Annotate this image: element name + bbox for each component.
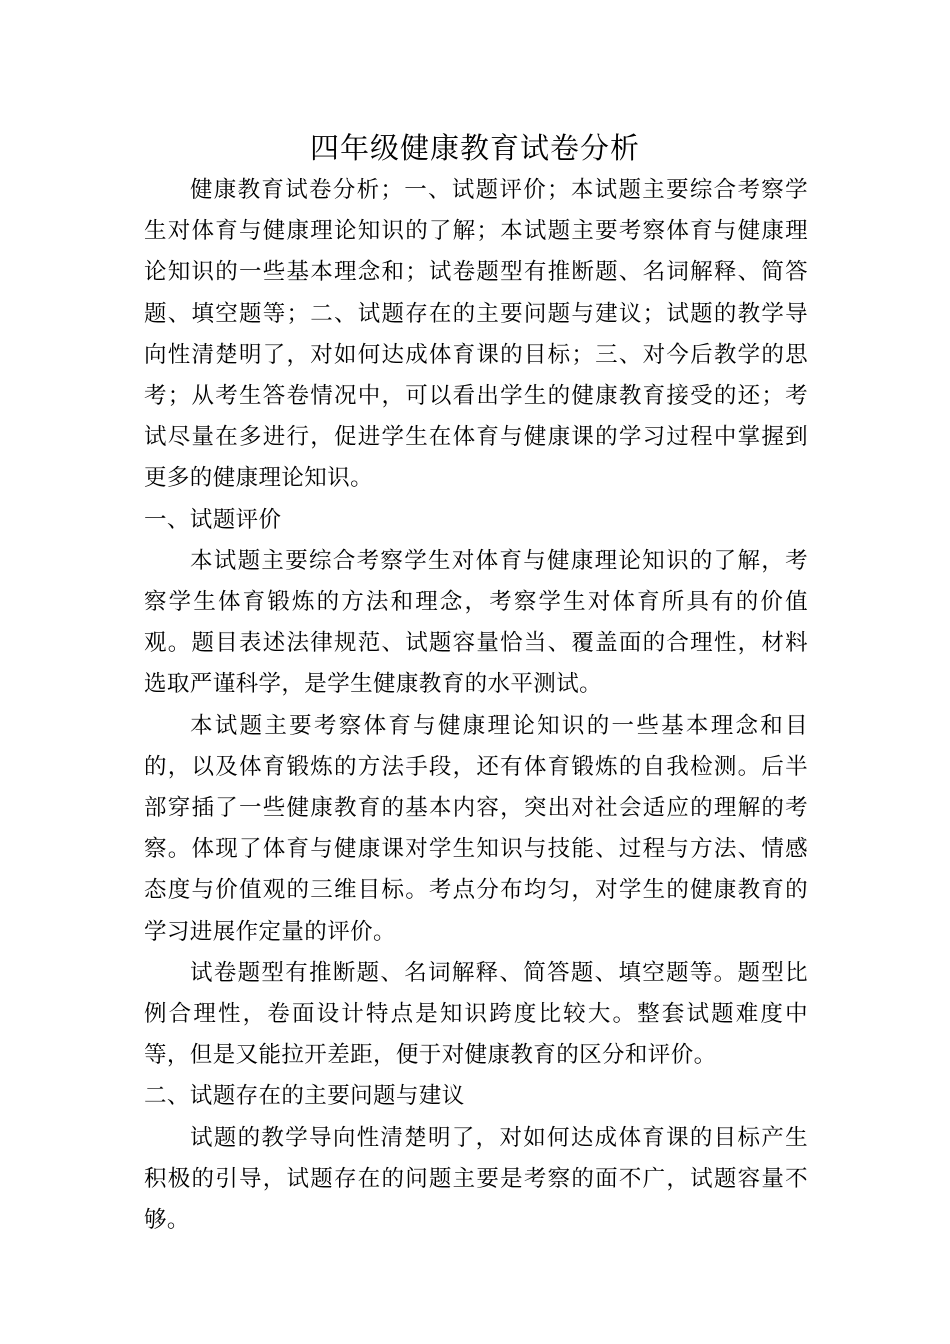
problems-paragraph-1: 试题的教学导向性清楚明了，对如何达成体育课的目标产生积极的引导，试题存在的问题主要是考察的面不广，试题容量不够。 — [144, 1124, 808, 1234]
section-heading-problems: 二、试题存在的主要问题与建议 — [144, 1083, 465, 1110]
evaluation-paragraph-3: 试卷题型有推断题、名词解释、简答题、填空题等。题型比例合理性，卷面设计特点是知识跨度比较大。整套试题难度中等，但是又能拉开差距，便于对健康教育的区分和评价。 — [144, 959, 808, 1069]
document-title: 四年级健康教育试卷分析 — [309, 131, 640, 165]
evaluation-paragraph-2: 本试题主要考察体育与健康理论知识的一些基本理念和目的，以及体育锻炼的方法手段，还有体育锻炼的自我检测。后半部穿插了一些健康教育的基本内容，突出对社会适应的理解的考察。体现了体育与健康课对学生知识与技能、过程与方法、情感态度与价值观的三维目标。考点分布均匀，对学生的健康教育的学习进展作定量的评价。 — [144, 712, 808, 945]
evaluation-paragraph-1: 本试题主要综合考察学生对体育与健康理论知识的了解，考察学生体育锻炼的方法和理念，考察学生对体育所具有的价值观。题目表述法律规范、试题容量恰当、覆盖面的合理性，材料选取严谨科学，是学生健康教育的水平测试。 — [144, 547, 808, 698]
section-heading-evaluation: 一、试题评价 — [144, 506, 282, 533]
intro-paragraph: 健康教育试卷分析；一、试题评价；本试题主要综合考察学生对体育与健康理论知识的了解；本试题主要考察体育与健康理论知识的一些基本理念和；试卷题型有推断题、名词解释、简答题、填空题等；二、试题存在的主要问题与建议；试题的教学导向性清楚明了，对如何达成体育课的目标；三、对今后教学的思考；从考生答卷情况中，可以看出学生的健康教育接受的还；考试尽量在多进行，促进学生在体育与健康课的学习过程中掌握到更多的健康理论知识。 — [144, 177, 808, 492]
document-body — [144, 170, 808, 1241]
